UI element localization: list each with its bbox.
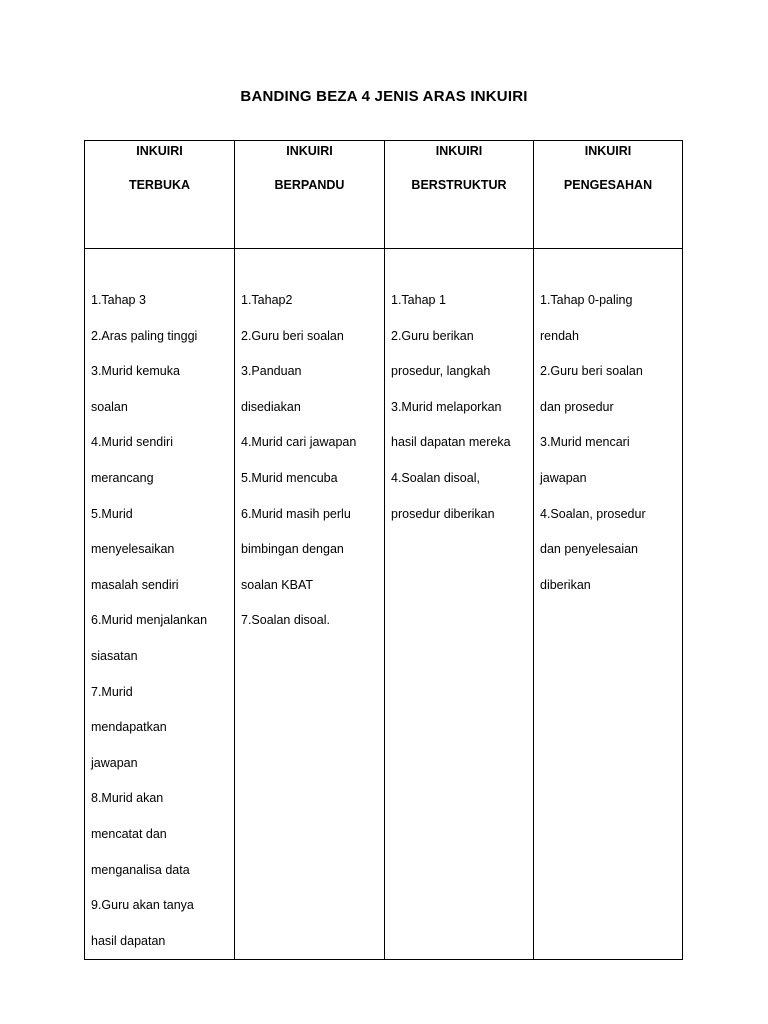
cell-line: soalan KBAT xyxy=(241,577,314,592)
cell-line: hasil dapatan xyxy=(91,933,166,948)
cell-line: dan prosedur xyxy=(540,399,614,414)
cell-line: mencatat dan xyxy=(91,826,167,841)
column-divider xyxy=(384,141,385,959)
header-terbuka xyxy=(85,141,234,248)
cell-berpandu xyxy=(241,283,356,639)
cell-line: 8.Murid akan xyxy=(91,791,164,806)
cell-line: 1.Tahap2 xyxy=(241,293,293,307)
cell-line: siasatan xyxy=(91,648,138,663)
cell-line: 5.Murid xyxy=(91,506,133,521)
header-line: BERSTRUKTUR xyxy=(411,178,507,192)
cell-line: 6.Murid masih perlu xyxy=(241,506,351,521)
cell-line: diberikan xyxy=(540,577,591,592)
cell-line: 4.Murid cari jawapan xyxy=(241,435,357,450)
cell-line: 4.Murid sendiri xyxy=(91,435,173,450)
header-berpandu xyxy=(235,141,384,248)
cell-line: hasil dapatan mereka xyxy=(391,435,511,450)
cell-line: jawapan xyxy=(540,470,587,485)
cell-line: 1.Tahap 1 xyxy=(391,293,446,307)
column-divider xyxy=(533,141,534,959)
cell-line: 2.Guru berikan xyxy=(391,328,474,343)
header-line: INKUIRI xyxy=(435,144,483,158)
cell-line: dan penyelesaian xyxy=(540,542,638,557)
header-divider xyxy=(85,248,682,249)
cell-line: 3.Murid melaporkan xyxy=(391,399,502,414)
header-line: INKUIRI xyxy=(136,144,183,158)
cell-line: disediakan xyxy=(241,399,301,414)
header-pengesahan xyxy=(534,141,682,248)
cell-line: 2.Guru beri soalan xyxy=(241,328,344,343)
cell-line: menyelesaikan xyxy=(91,542,175,557)
cell-berstruktur xyxy=(391,283,511,532)
cell-line: 3.Murid kemuka xyxy=(91,364,180,379)
header-line: INKUIRI xyxy=(584,144,632,158)
page-title: BANDING BEZA 4 JENIS ARAS INKUIRI xyxy=(240,88,528,105)
cell-line: 3.Murid mencari xyxy=(540,435,630,450)
cell-line: mendapatkan xyxy=(91,720,167,735)
cell-line: masalah sendiri xyxy=(91,577,179,592)
cell-line: 4.Soalan, prosedur xyxy=(540,506,646,521)
cell-line: 1.Tahap 3 xyxy=(91,293,146,307)
header-berstruktur xyxy=(385,141,533,248)
header-line: TERBUKA xyxy=(128,178,191,192)
cell-line: 7.Soalan disoal. xyxy=(241,613,330,628)
header-line: INKUIRI xyxy=(286,144,333,158)
cell-line: 3.Panduan xyxy=(241,364,302,379)
comparison-table xyxy=(84,140,683,960)
header-line: PENGESAHAN xyxy=(563,178,653,192)
cell-line: prosedur diberikan xyxy=(391,506,495,521)
cell-line: 6.Murid menjalankan xyxy=(91,613,208,628)
cell-line: prosedur, langkah xyxy=(391,364,491,379)
cell-line: merancang xyxy=(91,470,154,485)
header-line: BERPANDU xyxy=(274,178,345,192)
cell-line: 2.Aras paling tinggi xyxy=(91,328,198,343)
cell-line: rendah xyxy=(540,328,579,343)
cell-line: 9.Guru akan tanya xyxy=(91,898,194,913)
cell-line: 7.Murid xyxy=(91,684,133,699)
cell-line: 2.Guru beri soalan xyxy=(540,364,643,379)
column-divider xyxy=(234,141,235,959)
cell-line: 4.Soalan disoal, xyxy=(391,470,480,485)
cell-line: bimbingan dengan xyxy=(241,542,344,557)
cell-terbuka xyxy=(91,283,207,959)
cell-line: menganalisa data xyxy=(91,862,190,877)
cell-pengesahan xyxy=(540,283,646,603)
cell-line: 1.Tahap 0-paling xyxy=(540,293,633,307)
cell-line: 5.Murid mencuba xyxy=(241,470,338,485)
cell-line: jawapan xyxy=(91,755,138,770)
cell-line: soalan xyxy=(91,399,128,414)
